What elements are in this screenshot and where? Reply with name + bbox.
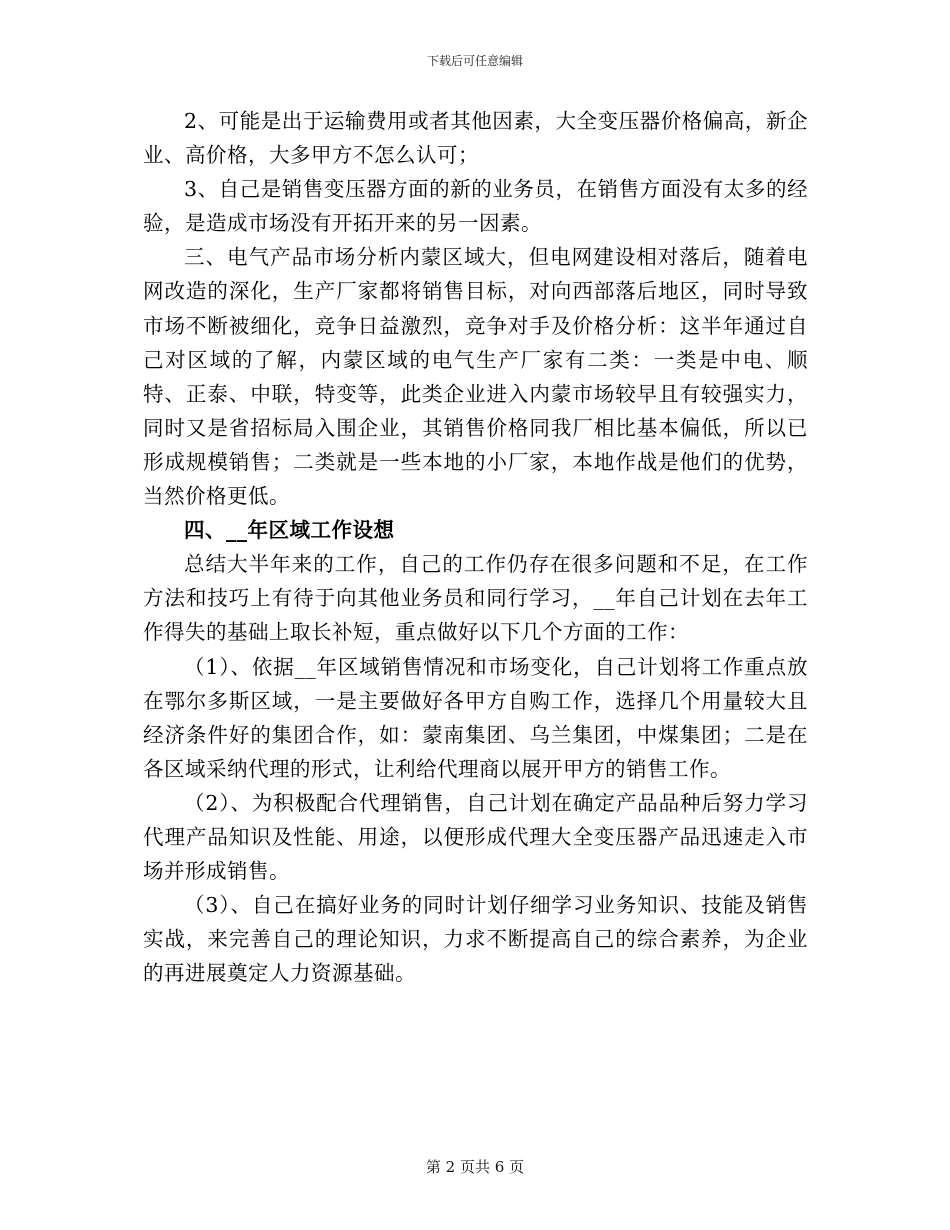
paragraph-market-analysis: 三、电气产品市场分析内蒙区域大，但电网建设相对落后，随着电网改造的深化，生产厂家都将销售目标，对向西部落后地区，同时导致市场不断被细化，竞争日益激烈，竞争对手及价格分析：这半年通过自己对区域的了解，内蒙区域的电气生产厂家有二类：一类是中电、顺特、正泰、中联，特变等，此类企业进入内蒙市场较早且有较强实力，同时又是省招标局入围企业，其销售价格同我厂相比基本偏低，所以已形成规模销售；二类就是一些本地的小厂家，本地作战是他们的优势，当然价格更低。: [143, 245, 808, 509]
page-header: 下载后可任意编辑: [426, 54, 523, 68]
document-body: [143, 104, 808, 990]
paragraph-item-3: 3、自己是销售变压器方面的新的业务员，在销售方面没有太多的经验，是造成市场没有开拓开来的另一因素。: [143, 177, 808, 236]
paragraph-item-2: 2、可能是出于运输费用或者其他因素，大全变压器价格偏高，新企业、高价格，大多甲方不怎么认可；: [143, 109, 808, 168]
page-footer: 第 2 页共 6 页: [425, 1158, 525, 1176]
paragraph-plan-1: （1）、依据__年区域销售情况和市场变化，自己计划将工作重点放在鄂尔多斯区域，一是主要做好各甲方自购工作，选择几个用量较大且经济条件好的集团合作，如：蒙南集团、乌兰集团，中煤集团；二是在各区域采纳代理的形式，让利给代理商以展开甲方的销售工作。: [143, 654, 808, 781]
paragraph-summary: 总结大半年来的工作，自己的工作仍存在很多问题和不足，在工作方法和技巧上有待于向其他业务员和同行学习，__年自己计划在去年工作得失的基础上取长补短，重点做好以下几个方面的工作：: [143, 552, 808, 645]
paragraph-plan-2: （2）、为积极配合代理销售，自己计划在确定产品品种后努力学习代理产品知识及性能、用途，以便形成代理大全变压器产品迅速走入市场并形成销售。: [143, 790, 808, 884]
paragraph-plan-3: （3）、自己在搞好业务的同时计划仔细学习业务知识、技能及销售实战，来完善自己的理论知识，力求不断提高自己的综合素养，为企业的再进展奠定人力资源基础。: [143, 893, 808, 986]
section-heading: 四、__年区域工作设想: [184, 518, 395, 543]
